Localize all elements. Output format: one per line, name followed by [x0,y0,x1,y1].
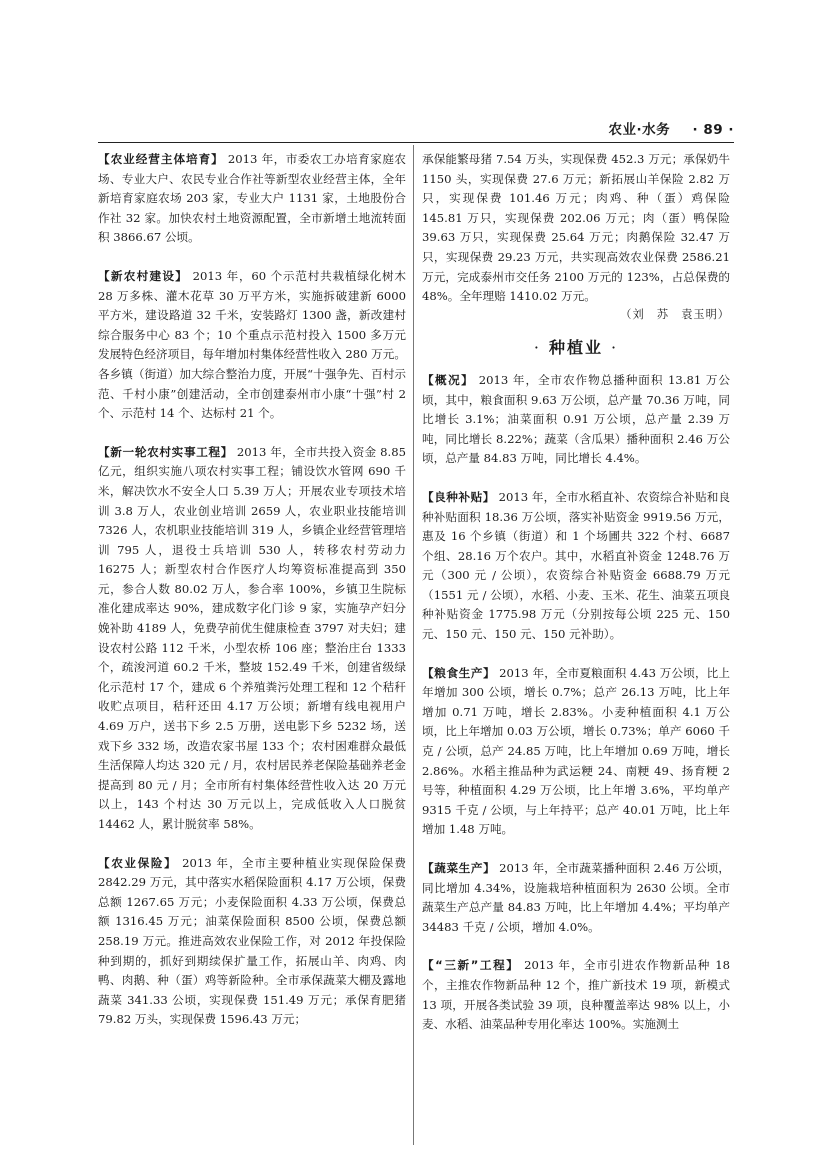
section-heading [422,338,730,358]
article-tag: 【新农村建设】 [98,268,189,283]
running-header [98,118,734,140]
article-text: 2013 年，60 个示范村共栽植绿化树木 28 万多株、灌木花草 30 万平方米，实施拆破建新 6000 平方米，建设路道 32 千米，安装路灯 1300 盏，新改建村综合服务中心 83 个；10 个重点示范村投入 1500 多万元发展特色经济项目，每年增加村集体经营性收入 280 万元。各乡镇（街道）加大综合整治力度，开展“十强争先、百村示范、千村小康”创建活动，全市创建泰州市小康“十强”村 2 个、示范村 14 个、达标村 21 个。 [98,268,406,421]
article-paragraph [422,371,730,469]
article-text: 2013 年，全市农作物总播种面积 13.81 万公顷，其中，粮食面积 9.63 万公顷，总产量 70.36 万吨，同比增长 3.1%；油菜面积 0.91 万公顷，总产量 2.39 万吨，同比增长 8.22%；蔬菜（含瓜果）播种面积 2.46 万公顷，总产量 84.83 万吨，同比增长 4.4%。 [422,372,730,466]
section-heading-text: 种植业 [548,338,603,358]
article-text: 2013 年，全市主要种植业实现保险保费 2842.29 万元，其中落实水稻保险面积 4.17 万公顷，保费总额 1267.65 万元；小麦保险面积 4.33 万公顷，保费总额 1316.45 万元；油菜保险面积 8500 公顷，保费总额 258.19 万元。推进高效农业保险工作，对 2012 年投保险种到期的，抓好到期续保扩量工作，拓展山羊、肉鸡、肉鸭、肉鹅、种（蛋）鸡等新险种。全市承保蔬菜大棚及露地蔬菜 341.33 公顷，实现保费 151.49 万元；承保育肥猪 79.82 万头，实现保费 1596.43 万元； [98,855,406,1027]
page-number: · 89 · [692,122,734,138]
right-column [422,150,730,1035]
article-tag: 【农业保险】 [98,855,178,870]
article-tag: 【概况】 [422,372,475,387]
column-divider [413,145,414,1145]
header-rule [98,142,734,143]
heading-dot-right: · [611,338,619,358]
left-column [98,150,406,1030]
article-paragraph [422,664,730,840]
article-tag: 【农业经营主体培育】 [98,152,224,166]
article-text: 2013 年，全市共投入资金 8.85 亿元，组织实施八项农村实事工程；铺设饮水管网 690 千米，解决饮水不安全人口 5.39 万人；开展农业专项技术培训 3.8 万人，农业创业培训 2659 人，农业职业技能培训 7326 人，农机职业技能培训 319 人，乡镇企业经营管理培训 795 人，退役士兵培训 530 人，转移农村劳动力 16275 人；新型农村合作医疗人均筹资标准提高到 350 元，参合人数 80.02 万人，参合率 100%，乡镇卫生院标准化建成率达 90%，建成数字化门诊 9 家，实施孕产妇分娩补助 4189 人，免费孕前优生健康检查 3797 对夫妇；建设农村公路 112 千米，小型农桥 106 座；整治庄台 1333 个，疏浚河道 60.2 千米，整坡 152.49 千米，创建省级绿化示范村 17 个，建成 6 个养殖粪污处理工程和 12 个秸秆收贮点项目，秸秆还田 4.17 万公顷；新增有线电视用户 4.69 万户，送书下乡 2.5 万册，送电影下乡 5232 场，送戏下乡 332 场，改造农家书屋 133 个；农村困难群众最低生活保障人均达 320 元 / 月，农村居民养老保险基础养老金提高到 80 元 / 月；全市所有村集体经营性收入达 20 万元以上，143 个村达 30 万元以上，完成低收入人口脱贫 14462 人，累计脱贫率 58%。 [98,444,406,831]
article-paragraph [422,859,730,937]
article-text: 2013 年，全市引进农作物新品种 18 个，主推农作物新品种 12 个，推广新技术 19 项，新模式 13 项，开展各类试验 39 项，良种覆盖率达 98% 以上，小麦、水稻、油菜品种专用化率达 100%。实施测土 [422,958,730,1032]
article-text: 2013 年，市委农工办培育家庭农场、专业大户、农民专业合作社等新型农业经营主体，全年新培育家庭农场 203 家，专业大户 1131 家，土地股份合作社 32 家。加快农村土地资源配置，全市新增土地流转面积 3866.67 公顷。 [98,152,406,245]
article-text: 2013 年，全市夏粮面积 4.43 万公顷，比上年增加 300 公顷，增长 0.7%；总产 26.13 万吨，比上年增加 0.71 万吨，增长 2.83%。小麦种植面积 4.1 万公顷，比上年增加 0.03 万公顷，增长 0.73%；单产 6060 千克 / 公顷，总产 24.85 万吨，比上年增加 0.69 万吨，增长 2.86%。水稻主推品种为武运粳 24、南粳 49、扬育粳 2 号等，种植面积 4.29 万公顷，比上年增 3.6%，平均单产 9315 千克 / 公顷，与上年持平；总产 40.01 万吨，比上年增加 1.48 万吨。 [422,665,730,837]
article-paragraph [422,488,730,645]
article-tag: 【粮食生产】 [422,665,496,680]
article-paragraph [98,443,406,835]
continued-paragraph: 承保能繁母猪 7.54 万头，实现保费 452.3 万元；承保奶牛 1150 头，实现保费 27.6 万元；新拓展山羊保险 2.82 万只，实现保费 101.46 万元；肉鸡、种（蛋）鸡保险 145.81 万只，实现保费 202.06 万元；肉（蛋）鸭保险 39.63 万只，实现保费 25.64 万元；肉鹅保险 32.47 万只，实现保费 29.23 万元，共实现高效农业保费 2586.21 万元，完成泰州市交任务 2100 万元的 123%，占总保费的 48%。全年理赔 1410.02 万元。 [422,152,730,304]
article-text: 2013 年，全市水稻直补、农资综合补贴和良种补贴面积 18.36 万公顷，落实补贴资金 9919.56 万元，惠及 16 个乡镇（街道）和 1 个场圃共 322 个村、6687 个组、28.16 万个农户。其中，水稻直补资金 1248.76 万元（300 元 / 公顷），农资综合补贴资金 6688.79 万元（1551 元 / 公顷），水稻、小麦、玉米、花生、油菜五项良种补贴资金 1775.98 万元（分别按每公顷 225 元、150 元、150 元、150 元、150 元补助）。 [422,489,730,642]
article-paragraph [98,854,406,1030]
article-tag: 【良种补贴】 [422,489,495,504]
article-paragraph [422,956,730,1034]
article-tag: 【“三新”工程】 [422,958,520,973]
article-tag: 【蔬菜生产】 [422,861,496,875]
author-credit: （刘 苏 袁玉明） [620,307,730,321]
article-paragraph [98,150,406,248]
article-text: 2013 年，全市蔬菜播种面积 2.46 万公顷，同比增加 4.34%，设施栽培种植面积为 2630 公顷。全市蔬菜生产总产量 84.83 万吨，比上年增加 4.4%；平均单产 34483 千克 / 公顷，增加 4.0%。 [422,861,730,934]
heading-dot-left: · [533,338,541,358]
section-name: 农业·水务 [608,122,671,138]
article-paragraph [98,267,406,424]
article-tag: 【新一轮农村实事工程】 [98,444,234,459]
